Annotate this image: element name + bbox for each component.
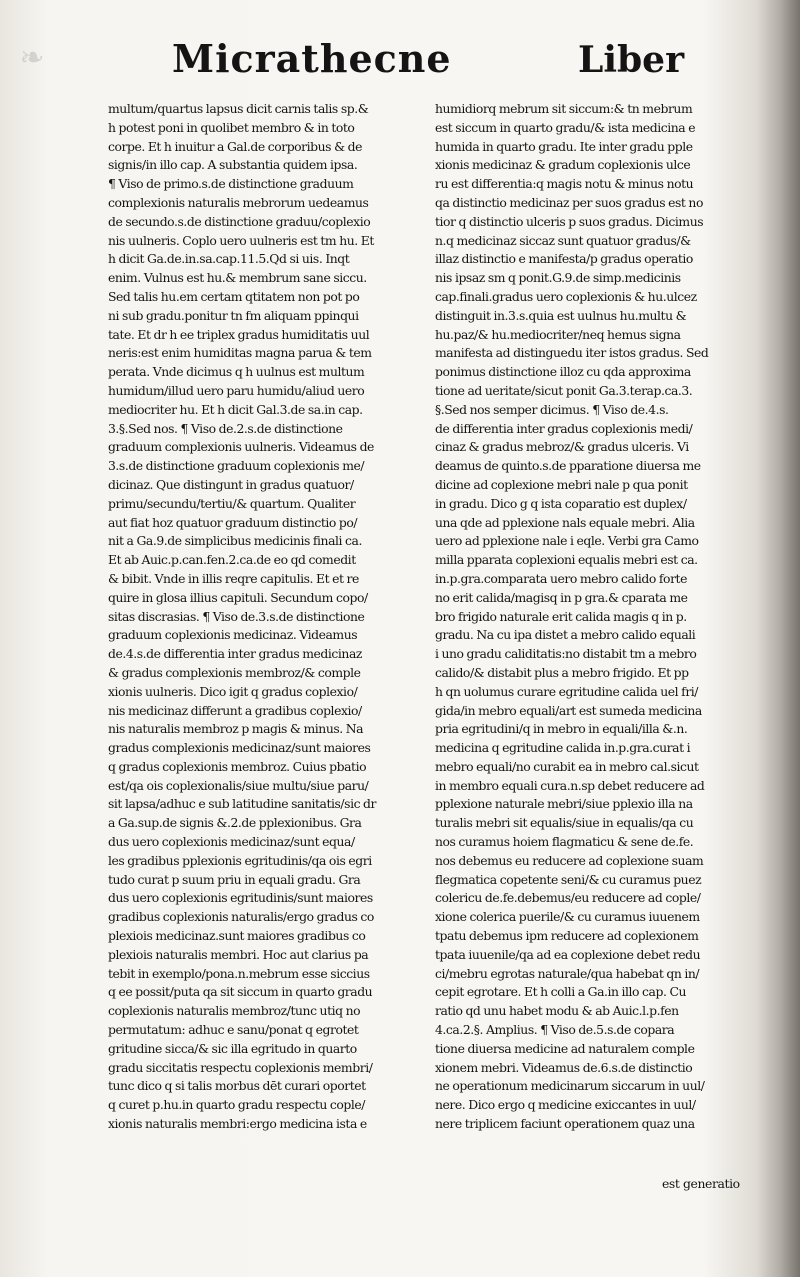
text-line: tate. Et dr h ee triplex gradus humiditatis uul	[108, 326, 370, 342]
text-line: Sed talis hu.em certam qtitatem non pot po	[108, 288, 360, 304]
text-line: hu.paz/& hu.mediocriter/neq hemus signa	[435, 326, 681, 342]
text-line: enim. Vulnus est hu.& membrum sane siccu.	[108, 270, 367, 286]
text-line: in.p.gra.comparata uero mebro calido forte	[435, 570, 687, 586]
text-line: complexionis naturalis mebrorum uedeamus	[108, 194, 369, 210]
text-line: calido/& distabit plus a mebro frigido. Et pp	[435, 664, 689, 680]
text-line: xionem mebri. Videamus de.6.s.de distinctio	[435, 1059, 693, 1075]
text-line: nere triplicem faciunt operationem quaz una	[435, 1116, 695, 1132]
text-line: ci/mebru egrotas naturale/qua habebat qn in/	[435, 965, 700, 981]
text-line: & gradus complexionis membroz/& comple	[108, 664, 361, 680]
text-line: corpe. Et h inuitur a Gal.de corporibus & de	[108, 138, 363, 154]
text-line: ponimus distinctione illoz cu qda approxima	[435, 364, 691, 380]
text-line: graduum complexionis uulneris. Videamus de	[108, 439, 374, 455]
text-line: est/qa ois coplexionalis/siue multu/siue paru/	[108, 777, 369, 793]
text-line: xione colerica puerile/& cu curamus iuuenem	[435, 909, 700, 925]
text-line: una qde ad pplexione nals equale mebri. Alia	[435, 514, 695, 530]
text-line: plexiois naturalis membri. Hoc aut clarius pa	[108, 946, 369, 962]
text-line: i uno gradu caliditatis:no distabit tm a mebro	[435, 646, 697, 662]
text-line: neris:est enim humiditas magna parua & tem	[108, 345, 372, 361]
text-line: graduum coplexionis medicinaz. Videamus	[108, 627, 358, 643]
text-line: nos debemus eu reducere ad coplexione suam	[435, 852, 704, 868]
running-head-right: Liber	[578, 39, 685, 81]
text-line: tione ad ueritate/sicut ponit Ga.3.terap.ca.3.	[435, 382, 693, 398]
text-line: q gradus coplexionis membroz. Cuius pbatio	[108, 758, 367, 774]
text-line: flegmatica copetente seni/& cu curamus puez	[435, 871, 702, 887]
text-line: gida/in mebro equali/art est sumeda medicina	[435, 702, 702, 718]
text-line: gradibus coplexionis naturalis/ergo gradus co	[108, 909, 374, 925]
text-line: cinaz & gradus mebroz/& gradus ulceris. Vi	[435, 439, 689, 455]
text-line: tpatu debemus ipm reducere ad coplexionem	[435, 928, 699, 944]
running-head-left: Micrathecne	[172, 36, 452, 81]
text-line: nis naturalis membroz p magis & minus. Na	[108, 721, 364, 737]
text-line: nit a Ga.9.de simplicibus medicinis finali ca.	[108, 533, 362, 549]
text-line: signis/in illo cap. A substantia quidem ipsa.	[108, 157, 358, 173]
text-line: mediocriter hu. Et h dicit Gal.3.de sa.in cap.	[108, 401, 363, 417]
text-line: quire in glosa illius capituli. Secundum copo/	[108, 589, 368, 605]
text-line: humida in quarto gradu. Ite inter gradu pple	[435, 138, 693, 154]
text-line: ne operationum medicinarum siccarum in uul/	[435, 1078, 705, 1094]
text-line: plexiois medicinaz.sunt maiores gradibus co	[108, 928, 366, 944]
text-line: illaz distinctio e manifesta/p gradus operatio	[435, 251, 693, 267]
text-line: gradu siccitatis respectu coplexionis membri/	[108, 1059, 373, 1075]
text-line: §.Sed nos semper dicimus. ¶ Viso de.4.s.	[435, 401, 669, 417]
text-line: xionis naturalis membri:ergo medicina ista e	[108, 1116, 367, 1132]
text-line: n.q medicinaz siccaz sunt quatuor gradus/&	[435, 232, 691, 248]
text-line: in membro equali cura.n.sp debet reducere ad	[435, 777, 705, 793]
text-line: sitas discrasias. ¶ Viso de.3.s.de distinctione	[108, 608, 365, 624]
text-line: q ee possit/puta qa sit siccum in quarto gradu	[108, 984, 373, 1000]
text-line: nis medicinaz differunt a gradibus coplexio/	[108, 702, 362, 718]
text-line: primu/secundu/tertiu/& quartum. Qualiter	[108, 495, 356, 511]
text-line: humidiorq mebrum sit siccum:& tn mebrum	[435, 101, 693, 116]
text-line: gradu. Na cu ipa distet a mebro calido equali	[435, 627, 696, 643]
text-line: tunc dico q si talis morbus dēt curari oportet	[108, 1078, 366, 1094]
left-text-column	[108, 100, 422, 1134]
text-line: q curet p.hu.in quarto gradu respectu cople/	[108, 1097, 366, 1113]
text-line: bro frigido naturale erit calida magis q in p.	[435, 608, 687, 624]
text-line: dus uero coplexionis medicinaz/sunt equa/	[108, 834, 355, 850]
text-line: tudo curat p suum priu in equali gradu. Gra	[108, 871, 361, 887]
right-text-column	[435, 100, 765, 1134]
text-line: Et ab Auic.p.can.fen.2.ca.de eo qd comedit	[108, 552, 356, 568]
text-line: & bibit. Vnde in illis reqre capitulis. Et et re	[108, 570, 359, 586]
text-line: ni sub gradu.ponitur tn fm aliquam ppinqui	[108, 307, 359, 323]
text-line: cap.finali.gradus uero coplexionis & hu.ulcez	[435, 288, 697, 304]
text-line: gritudine sicca/& sic illa egritudo in quarto	[108, 1040, 357, 1056]
text-line: milla pparata coplexioni equalis mebri est ca.	[435, 552, 698, 568]
text-line: h qn uolumus curare egritudine calida uel fri/	[435, 683, 699, 699]
text-line: sit lapsa/adhuc e sub latitudine sanitatis/sic dr	[108, 796, 377, 812]
text-line: colericu de.fe.debemus/eu reducere ad cople/	[435, 890, 701, 906]
catchword: est generatio	[662, 1176, 740, 1191]
text-line: xionis medicinaz & gradum coplexionis ulce	[435, 157, 691, 173]
text-line: 4.ca.2.§. Amplius. ¶ Viso de.5.s.de copara	[435, 1022, 675, 1038]
text-line: xionis uulneris. Dico igit q gradus coplexio/	[108, 683, 358, 699]
text-line: dicinaz. Que distingunt in gradus quatuor/	[108, 476, 354, 492]
text-line: perata. Vnde dicimus q h uulnus est multum	[108, 364, 365, 380]
text-line: de.4.s.de differentia inter gradus medicinaz	[108, 646, 362, 662]
text-line: h dicit Ga.de.in.sa.cap.11.5.Qd si uis. Inqt	[108, 251, 350, 267]
text-line: ru est differentia:q magis notu & minus notu	[435, 176, 694, 192]
text-line: les gradibus pplexionis egritudinis/qa ois egri	[108, 852, 372, 868]
text-line: tebit in exemplo/pona.n.mebrum esse siccius	[108, 965, 370, 981]
text-line: deamus de quinto.s.de pparatione diuersa me	[435, 458, 701, 474]
text-line: in gradu. Dico g q ista coparatio est duplex/	[435, 495, 687, 511]
text-line: aut fiat hoz quatuor graduum distinctio po/	[108, 514, 358, 530]
text-line: h potest poni in quolibet membro & in toto	[108, 119, 355, 135]
text-line: permutatum: adhuc e sanu/ponat q egrotet	[108, 1022, 359, 1038]
text-line: tpata iuuenile/qa ad ea coplexione debet redu	[435, 946, 701, 962]
text-line: a Ga.sup.de signis &.2.de pplexionibus. Gra	[108, 815, 362, 831]
text-line: cepit egrotare. Et h colli a Ga.in illo cap. Cu	[435, 984, 687, 1000]
text-line: no erit calida/magisq in p gra.& cparata me	[435, 589, 688, 605]
text-line: qa distinctio medicinaz per suos gradus est no	[435, 194, 703, 210]
text-line: pplexione naturale mebri/siue pplexio illa na	[435, 796, 693, 812]
text-line: pria egritudini/q in mebro in equali/illa &.n.	[435, 721, 688, 737]
text-line: est siccum in quarto gradu/& ista medicina e	[435, 119, 696, 135]
text-line: tior q distinctio ulceris p suos gradus. Dicimus	[435, 213, 704, 229]
ink-bleed-mark: ❧	[18, 39, 47, 76]
text-line: medicina q egritudine calida in.p.gra.curat i	[435, 740, 691, 756]
text-line: gradus complexionis medicinaz/sunt maiores	[108, 740, 371, 756]
text-line: multum/quartus lapsus dicit carnis talis sp.&	[108, 101, 369, 116]
text-line: de secundo.s.de distinctione graduu/coplexio	[108, 213, 371, 229]
text-line: distinguit in.3.s.quia est uulnus hu.multu &	[435, 307, 687, 323]
text-line: manifesta ad distinguedu iter istos gradus. Sed	[435, 345, 709, 361]
text-line: uero ad pplexione nale i eqle. Verbi gra Camo	[435, 533, 699, 549]
text-line: 3.s.de distinctione graduum coplexionis me/	[108, 458, 365, 474]
text-line: 3.§.Sed nos. ¶ Viso de.2.s.de distinctione	[108, 420, 343, 436]
text-line: ratio qd unu habet modu & ab Auic.l.p.fen	[435, 1003, 679, 1019]
text-line: dicine ad coplexione mebri nale p qua ponit	[435, 476, 688, 492]
text-line: dus uero coplexionis egritudinis/sunt maiores	[108, 890, 373, 906]
text-line: nis ipsaz sm q ponit.G.9.de simp.medicinis	[435, 270, 681, 286]
text-line: de differentia inter gradus coplexionis medi/	[435, 420, 693, 436]
text-line: ¶ Viso de primo.s.de distinctione graduum	[108, 176, 354, 192]
text-line: nere. Dico ergo q medicine exiccantes in uul/	[435, 1097, 696, 1113]
text-line: nos curamus hoiem flagmaticu & sene de.fe.	[435, 834, 694, 850]
text-line: coplexionis naturalis membroz/tunc utiq no	[108, 1003, 361, 1019]
text-line: tione diuersa medicine ad naturalem comple	[435, 1040, 695, 1056]
text-line: nis uulneris. Coplo uero uulneris est tm hu. Et	[108, 232, 374, 248]
text-line: turalis mebri sit equalis/siue in equalis/qa cu	[435, 815, 694, 831]
text-line: mebro equali/no curabit ea in mebro cal.sicut	[435, 758, 699, 774]
text-line: humidum/illud uero paru humidu/aliud uero	[108, 382, 365, 398]
